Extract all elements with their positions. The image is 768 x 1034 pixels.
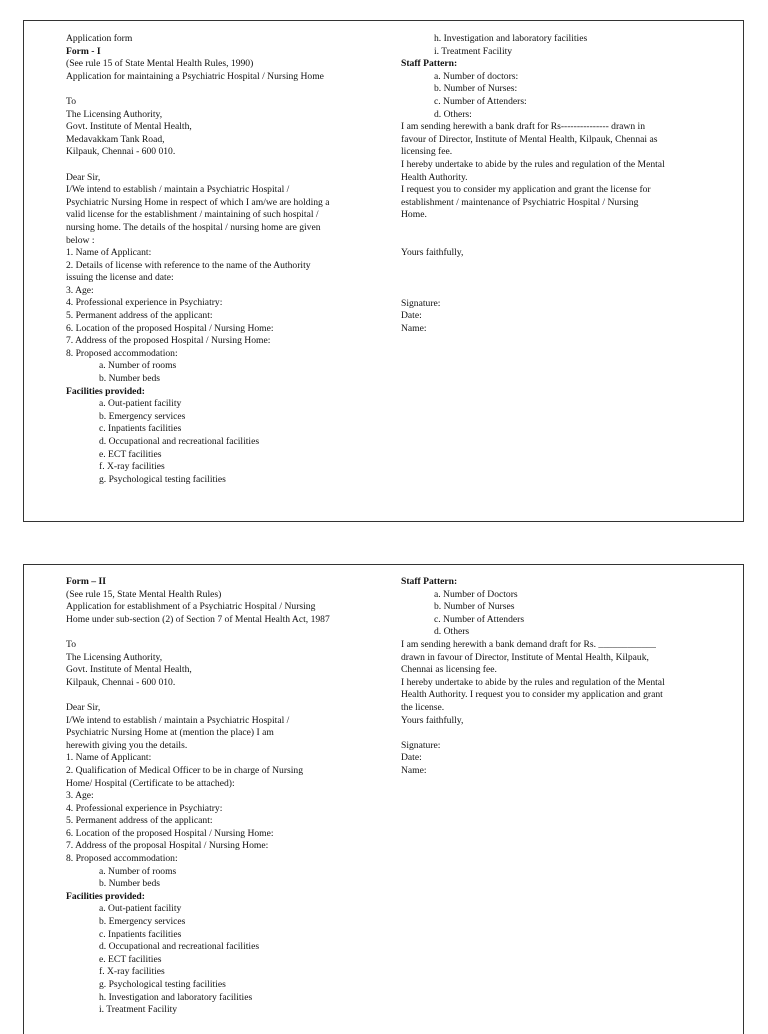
form-line: Application form bbox=[66, 33, 133, 44]
blank-line bbox=[66, 689, 376, 702]
section-heading: Staff Pattern: bbox=[401, 58, 458, 70]
form-line: I request you to consider my application and grant the license for bbox=[401, 184, 651, 196]
form-line: 4. Professional experience in Psychiatry: bbox=[66, 297, 223, 309]
form-line: I/We intend to establish / maintain a Psychiatric Hospital / bbox=[66, 714, 290, 726]
blank-line bbox=[401, 727, 711, 740]
form-line: g. Psychological testing facilities bbox=[99, 979, 226, 990]
form-line: b. Emergency services bbox=[99, 410, 186, 422]
form-line: below : bbox=[66, 234, 95, 246]
form-line: d. Others: bbox=[434, 108, 472, 120]
form-line: Home/ Hospital (Certificate to be attached): bbox=[66, 777, 235, 789]
form-line: the license. bbox=[401, 701, 445, 713]
form-line: (See rule 15, State Mental Health Rules) bbox=[66, 588, 222, 600]
form-line: b. Number of Nurses bbox=[434, 601, 515, 613]
form-line: Govt. Institute of Mental Health, bbox=[66, 664, 192, 676]
form-line: Name: bbox=[401, 764, 427, 776]
form-line: c. Inpatients facilities bbox=[99, 928, 182, 940]
form-line: Date: bbox=[401, 310, 422, 322]
form-line: To bbox=[66, 95, 76, 107]
form-line: Home under sub-section (2) of Section 7 of Mental Health Act, 1987 bbox=[66, 613, 330, 625]
form-line: Home. bbox=[401, 209, 427, 221]
form-line: g. Psychological testing facilities bbox=[99, 473, 226, 485]
form-line: c. Number of Attenders: bbox=[434, 95, 527, 107]
form-line: 3. Age: bbox=[66, 284, 94, 296]
form-line: e. ECT facilities bbox=[99, 953, 162, 965]
form-line: Dear Sir, bbox=[66, 171, 101, 183]
form-line: Chennai as licensing fee. bbox=[401, 664, 497, 676]
form-line: i. Treatment Facility bbox=[434, 45, 513, 57]
form-line: 7. Address of the proposal Hospital / Nursing Home: bbox=[66, 840, 269, 852]
form-line: 2. Qualification of Medical Officer to be in charge of Nursing bbox=[66, 764, 304, 776]
blank-line bbox=[66, 159, 376, 172]
section-heading: Form – II bbox=[66, 576, 106, 587]
form-line: 5. Permanent address of the applicant: bbox=[66, 815, 213, 827]
form-2-page bbox=[23, 564, 744, 1034]
form-line: Health Authority. I request you to consider my application and grant bbox=[401, 689, 663, 701]
form-1-left-column bbox=[66, 33, 376, 486]
form-line: Name: bbox=[401, 322, 427, 334]
form-line: 8. Proposed accommodation: bbox=[66, 853, 178, 865]
form-line: Date: bbox=[401, 752, 422, 764]
form-line: drawn in favour of Director, Institute of Mental Health, Kilpauk, bbox=[401, 651, 649, 663]
form-line: 1. Name of Applicant: bbox=[66, 752, 152, 764]
form-1-right-column bbox=[401, 33, 711, 335]
form-line: f. X-ray facilities bbox=[99, 461, 165, 473]
form-line: Dear Sir, bbox=[66, 701, 101, 713]
form-line: Psychiatric Nursing Home in respect of which I am/we are holding a bbox=[66, 196, 330, 208]
form-line: a. Out-patient facility bbox=[99, 903, 182, 915]
form-line: 6. Location of the proposed Hospital / Nursing Home: bbox=[66, 322, 274, 334]
form-line: h. Investigation and laboratory facilities bbox=[99, 991, 253, 1003]
form-line: b. Number beds bbox=[99, 373, 161, 385]
form-line: Application for maintaining a Psychiatric Hospital / Nursing Home bbox=[66, 70, 324, 82]
form-2-right-column bbox=[401, 576, 711, 778]
form-line: b. Number of Nurses: bbox=[434, 83, 518, 95]
form-line: licensing fee. bbox=[401, 146, 453, 158]
section-heading: Staff Pattern: bbox=[401, 576, 458, 587]
form-line: I am sending herewith a bank demand draft for Rs. ____________ bbox=[401, 638, 656, 650]
form-2-left-column bbox=[66, 576, 376, 1017]
spacer bbox=[401, 222, 711, 247]
form-line: 7. Address of the proposed Hospital / Nursing Home: bbox=[66, 335, 271, 347]
form-line: issuing the license and date: bbox=[66, 272, 174, 284]
section-heading: Facilities provided: bbox=[66, 890, 145, 902]
form-line: Kilpauk, Chennai - 600 010. bbox=[66, 676, 176, 688]
form-line: valid license for the establishment / maintaining of such hospital / bbox=[66, 209, 319, 221]
form-line: (See rule 15 of State Mental Health Rules, 1990) bbox=[66, 58, 254, 70]
form-line: c. Number of Attenders bbox=[434, 613, 525, 625]
blank-line bbox=[66, 626, 376, 639]
form-line: The Licensing Authority, bbox=[66, 651, 163, 663]
form-line: b. Number beds bbox=[99, 878, 161, 890]
form-line: Govt. Institute of Mental Health, bbox=[66, 121, 192, 133]
form-1-page bbox=[23, 20, 744, 522]
form-line: b. Emergency services bbox=[99, 916, 186, 928]
form-line: I/We intend to establish / maintain a Psychiatric Hospital / bbox=[66, 184, 290, 196]
form-line: 1. Name of Applicant: bbox=[66, 247, 152, 259]
form-line: Psychiatric Nursing Home at (mention the place) I am bbox=[66, 727, 274, 739]
form-line: Signature: bbox=[401, 739, 441, 751]
form-line: h. Investigation and laboratory facilities bbox=[434, 33, 588, 44]
form-line: 2. Details of license with reference to the name of the Authority bbox=[66, 259, 311, 271]
form-line: i. Treatment Facility bbox=[99, 1004, 178, 1016]
form-line: herewith giving you the details. bbox=[66, 739, 188, 751]
blank-line bbox=[66, 83, 376, 96]
form-line: Signature: bbox=[401, 297, 441, 309]
form-line: d. Occupational and recreational facilities bbox=[99, 941, 260, 953]
form-line: nursing home. The details of the hospital / nursing home are given bbox=[66, 221, 321, 233]
form-line: d. Occupational and recreational facilities bbox=[99, 436, 260, 447]
form-line: a. Number of rooms bbox=[99, 360, 177, 372]
spacer bbox=[401, 260, 711, 298]
form-line: c. Inpatients facilities bbox=[99, 423, 182, 435]
form-line: To bbox=[66, 638, 76, 650]
form-line: favour of Director, Institute of Mental Health, Kilpauk, Chennai as bbox=[401, 133, 658, 145]
form-line: Medavakkam Tank Road, bbox=[66, 133, 165, 145]
form-line: Application for establishment of a Psychiatric Hospital / Nursing bbox=[66, 601, 316, 613]
form-line: Yours faithfully, bbox=[401, 246, 464, 258]
form-line: I am sending herewith a bank draft for Rs--------------- drawn in bbox=[401, 121, 646, 133]
form-line: 6. Location of the proposed Hospital / Nursing Home: bbox=[66, 827, 274, 839]
form-line: f. X-ray facilities bbox=[99, 966, 165, 978]
form-line: Kilpauk, Chennai - 600 010. bbox=[66, 146, 176, 158]
form-line: d. Others bbox=[434, 626, 470, 638]
form-line: 3. Age: bbox=[66, 790, 94, 802]
form-line: a. Number of Doctors bbox=[434, 588, 518, 600]
form-line: Yours faithfully, bbox=[401, 714, 464, 726]
form-line: I hereby undertake to abide by the rules and regulation of the Mental bbox=[401, 158, 665, 170]
form-line: I hereby undertake to abide by the rules and regulation of the Mental bbox=[401, 676, 665, 688]
form-line: The Licensing Authority, bbox=[66, 108, 163, 120]
form-line: e. ECT facilities bbox=[99, 448, 162, 460]
form-line: a. Number of doctors: bbox=[434, 70, 519, 82]
form-line: 8. Proposed accommodation: bbox=[66, 347, 178, 359]
form-line: 5. Permanent address of the applicant: bbox=[66, 310, 213, 322]
form-line: a. Number of rooms bbox=[99, 865, 177, 877]
form-line: a. Out-patient facility bbox=[99, 398, 182, 410]
form-line: establishment / maintenance of Psychiatric Hospital / Nursing bbox=[401, 196, 639, 208]
form-line: Health Authority. bbox=[401, 171, 468, 183]
section-heading: Form - I bbox=[66, 45, 101, 57]
form-line: 4. Professional experience in Psychiatry: bbox=[66, 802, 223, 814]
section-heading: Facilities provided: bbox=[66, 385, 145, 397]
